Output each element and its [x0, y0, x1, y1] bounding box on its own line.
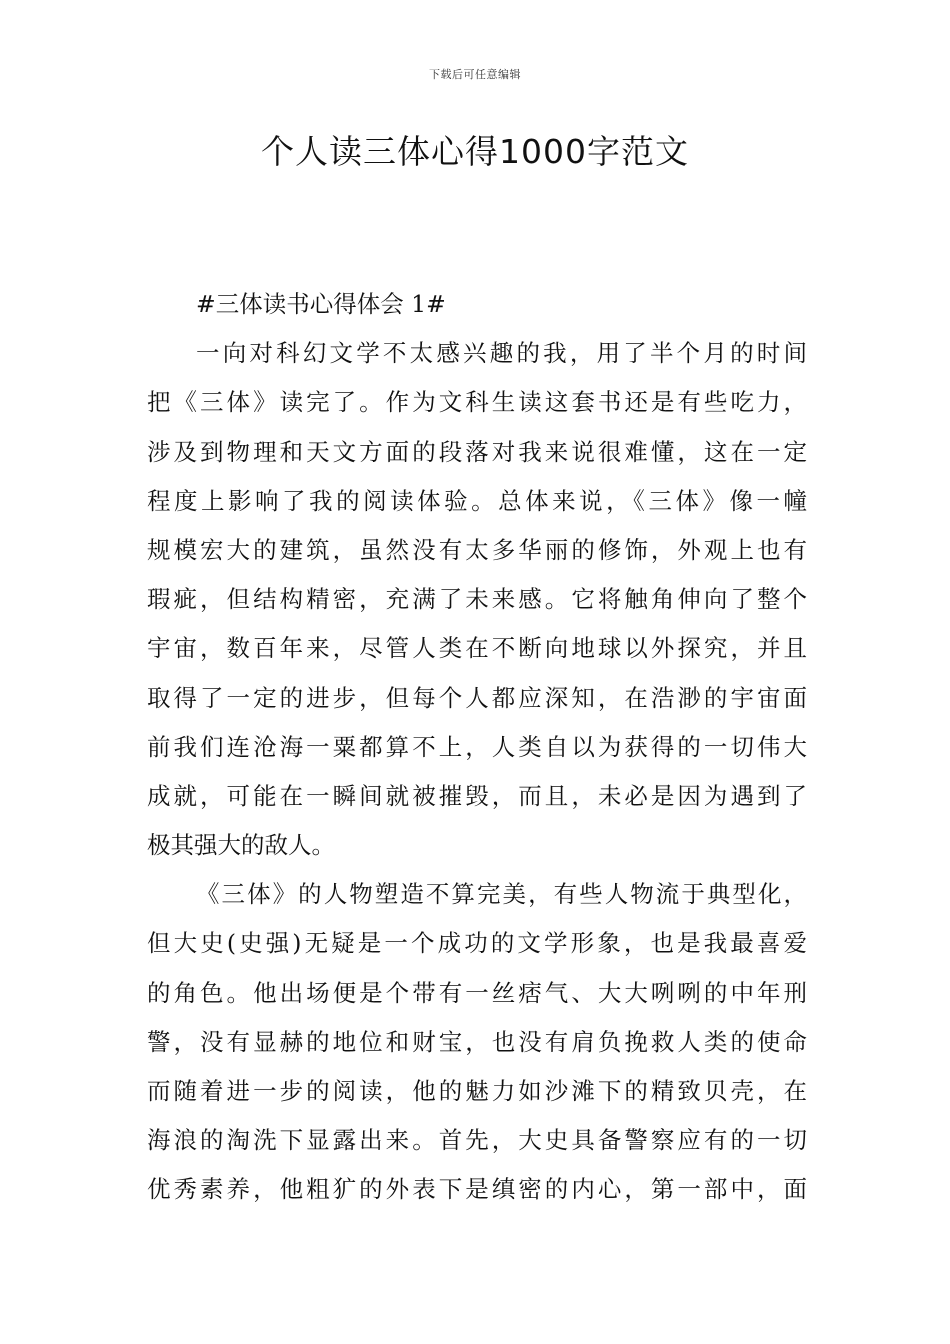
paragraph-line: 海浪的淘洗下显露出来。首先，大史具备警察应有的一切: [147, 1126, 807, 1155]
paragraph-2: [147, 870, 807, 1214]
paragraph-line: 的角色。他出场便是个带有一丝痞气、大大咧咧的中年刑: [147, 978, 807, 1007]
page-title: 个人读三体心得1000字范文: [261, 132, 689, 171]
paragraph-line: 优秀素养，他粗犷的外表下是缜密的内心，第一部中，面: [147, 1175, 807, 1204]
section-heading: #三体读书心得体会 1#: [196, 290, 446, 318]
paragraph-line: 警，没有显赫的地位和财宝，也没有肩负挽救人类的使命: [147, 1027, 807, 1056]
paragraph-line: 把《三体》读完了。作为文科生读这套书还是有些吃力，: [147, 388, 807, 417]
paragraph-line: 规模宏大的建筑，虽然没有太多华丽的修饰，外观上也有: [147, 535, 807, 564]
paragraph-line: 前我们连沧海一粟都算不上，人类自以为获得的一切伟大: [147, 732, 807, 761]
paragraph-line: 极其强大的敌人。: [147, 831, 335, 860]
paragraph-line: 但大史(史强)无疑是一个成功的文学形象，也是我最喜爱: [147, 929, 807, 958]
document-body: [147, 280, 807, 1215]
paragraph-line: 成就，可能在一瞬间就被摧毁，而且，未必是因为遇到了: [147, 781, 807, 810]
paragraph-line: 一向对科幻文学不太感兴趣的我，用了半个月的时间: [196, 339, 807, 368]
paragraph-line: 瑕疵，但结构精密，充满了未来感。它将触角伸向了整个: [147, 585, 807, 614]
paragraph-line: 而随着进一步的阅读，他的魅力如沙滩下的精致贝壳，在: [147, 1077, 807, 1106]
paragraph-line: 程度上影响了我的阅读体验。总体来说，《三体》像一幢: [147, 486, 807, 515]
paragraph-line: 取得了一定的进步，但每个人都应深知，在浩渺的宇宙面: [147, 683, 807, 712]
paragraph-line: 涉及到物理和天文方面的段落对我来说很难懂，这在一定: [147, 437, 807, 466]
paragraph-1: [147, 329, 807, 870]
paragraph-line: 《三体》的人物塑造不算完美，有些人物流于典型化，: [196, 880, 807, 909]
paragraph-line: 宇宙，数百年来，尽管人类在不断向地球以外探究，并且: [147, 634, 807, 663]
header-note: 下载后可任意编辑: [429, 68, 521, 81]
